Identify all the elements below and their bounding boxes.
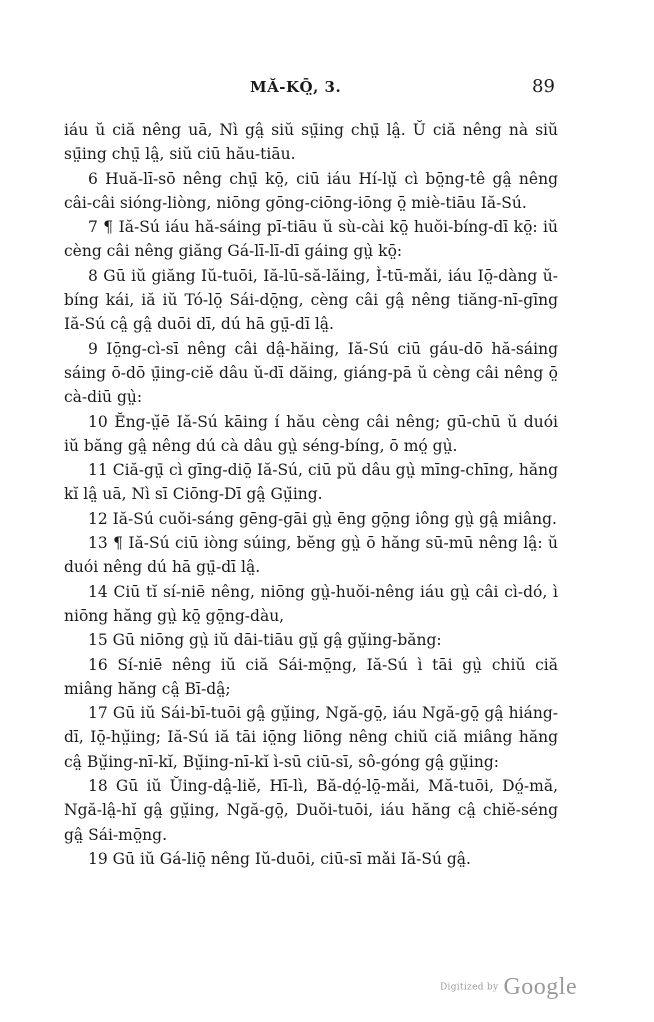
verse-paragraph: 6 Huă-lī-sō nêng chṳ̄ kō̤, ciū iáu Hí-lṳ̆ cì bō̤ng-tê gâ̤ nêng câi-câi sióng-liòng, niōng gōng-ciōng-iōng ō̤ miè-tiāu Iă-Sú. (64, 169, 558, 212)
verse-paragraph: 15 Gū niōng gṳ̀ iŭ dāi-tiāu gṳ̆ gâ̤ gṳ̆ing-băng: (88, 631, 442, 650)
verse-paragraph: 12 Iă-Sú cuŏi-sáng gēng-gāi gṳ̀ ēng gō̤ng iông gṳ̀ gâ̤ miâng. (88, 509, 557, 528)
running-head: MĂ-KŌ̤, 3. (250, 78, 342, 96)
verse-paragraph: 11 Ciă-gṳ̄ cì gīng-diō̤ Iă-Sú, ciū pŭ dâu gṳ̀ mīng-chīng, hăng kĭ lâ̤ uā, Nì sī Ciōng-Dī gâ̤ Gṳ̆ing. (64, 461, 558, 504)
verse-paragraph: 8 Gū iŭ giăng Iŭ-tuōi, Iă-lū-să-lăing, Ì-tū-mǎi, iáu Iō̤-dàng ŭ-bíng kái, iă iŭ Tó-lō̤ Sái-dō̤ng, cèng câi gâ̤ nêng tiăng-nī-gīng Iă-Sú câ̤ gâ̤ duōi dī, dú hā gṳ̄-dī lâ̤. (64, 266, 558, 334)
digitized-footer (440, 974, 577, 1001)
page-number: 89 (532, 76, 555, 97)
google-logo: Google (503, 974, 578, 1000)
verse-paragraph: 17 Gū iŭ Sái-bī-tuōi gâ̤ gṳ̆ing, Ngă-gō̤, iáu Ngă-gō̤ gâ̤ hiáng-dī, Iō̤-hṳ̆ing; Iă-Sú iă tāi iō̤ng liōng nêng chiŭ ciă miâng hăng câ̤ Bṳ̆ing-nī-kĭ, Bṳ̆ing-nī-kĭ ì-sū ciū-sī, sô-góng gâ̤ gṳ̆ing: (64, 704, 558, 771)
verse-paragraph: 7 ¶ Iă-Sú iáu hă-sáing pī-tiāu ŭ sù-cài kō̤ huŏi-bíng-dī kō̤: iŭ cèng câi nêng giăng Gá-lī-lī-dī gáing gṳ̀ kō̤: (64, 218, 558, 261)
verse-paragraph: 19 Gū iŭ Gá-liō̤ nêng Iŭ-duōi, ciū-sī mǎi Iă-Sú gâ̤. (88, 849, 471, 868)
verse-paragraph: 18 Gū iŭ Ŭing-dâ̤-liĕ, Hī-lì, Bă-dó̤-lō̤-mǎi, Mă-tuōi, Dó̤-mă, Ngă-lâ̤-hĭ gâ̤ gṳ̆ing, Ngă-gō̤, Duŏi-tuōi, iáu hăng câ̤ chiĕ-séng gâ̤ Sái-mō̤ng. (64, 777, 558, 844)
verse-paragraph: 10 Ĕng-ṳ̆ē Iă-Sú kāing í hău cèng câi nêng; gū-chū ŭ duói iŭ băng gâ̤ nêng dú cà dâu gṳ̀ séng-bíng, ō mó̤ gṳ̀. (64, 412, 558, 455)
verse-paragraph: 16 Sí-niē nêng iŭ ciă Sái-mō̤ng, Iă-Sú ì tāi gṳ̀ chiŭ ciă miâng hăng câ̤ Bī-dâ̤; (64, 655, 558, 698)
page-body (64, 118, 558, 871)
verse-paragraph: 13 ¶ Iă-Sú ciū iòng súing, bĕng gṳ̀ ō hăng sū-mū nêng lâ̤: ŭ duói nêng dú hā gṳ̄-dī lâ̤. (64, 534, 558, 577)
verse-paragraph: 14 Ciū tĭ sí-niē nêng, niōng gṳ̀-huŏi-nêng iáu gṳ̀ câi cì-dó, ì niōng hăng gṳ̀ kō̤ gō̤ng-dàu, (64, 582, 558, 625)
verse-paragraph: 9 Iō̤ng-cì-sī nêng câi dâ̤-hăing, Iă-Sú ciū gáu-dō hă-sáing sáing ō-dō ṳ̄ing-ciĕ dâu ŭ-dī dăing, giáng-pā ŭ cèng câi nêng ō̤ cà-diū gṳ̀: (64, 339, 558, 407)
digitized-label: Digitized by (440, 982, 499, 993)
page-header (0, 78, 654, 100)
continued-paragraph: iáu ŭ ciă nêng uā, Nì gâ̤ siŭ sṳ̄ing chṳ̄ lâ̤. Ŭ ciă nêng nà siŭ sṳ̄ing chṳ̄ lâ̤, siŭ ciū hău-tiāu. (64, 121, 558, 164)
